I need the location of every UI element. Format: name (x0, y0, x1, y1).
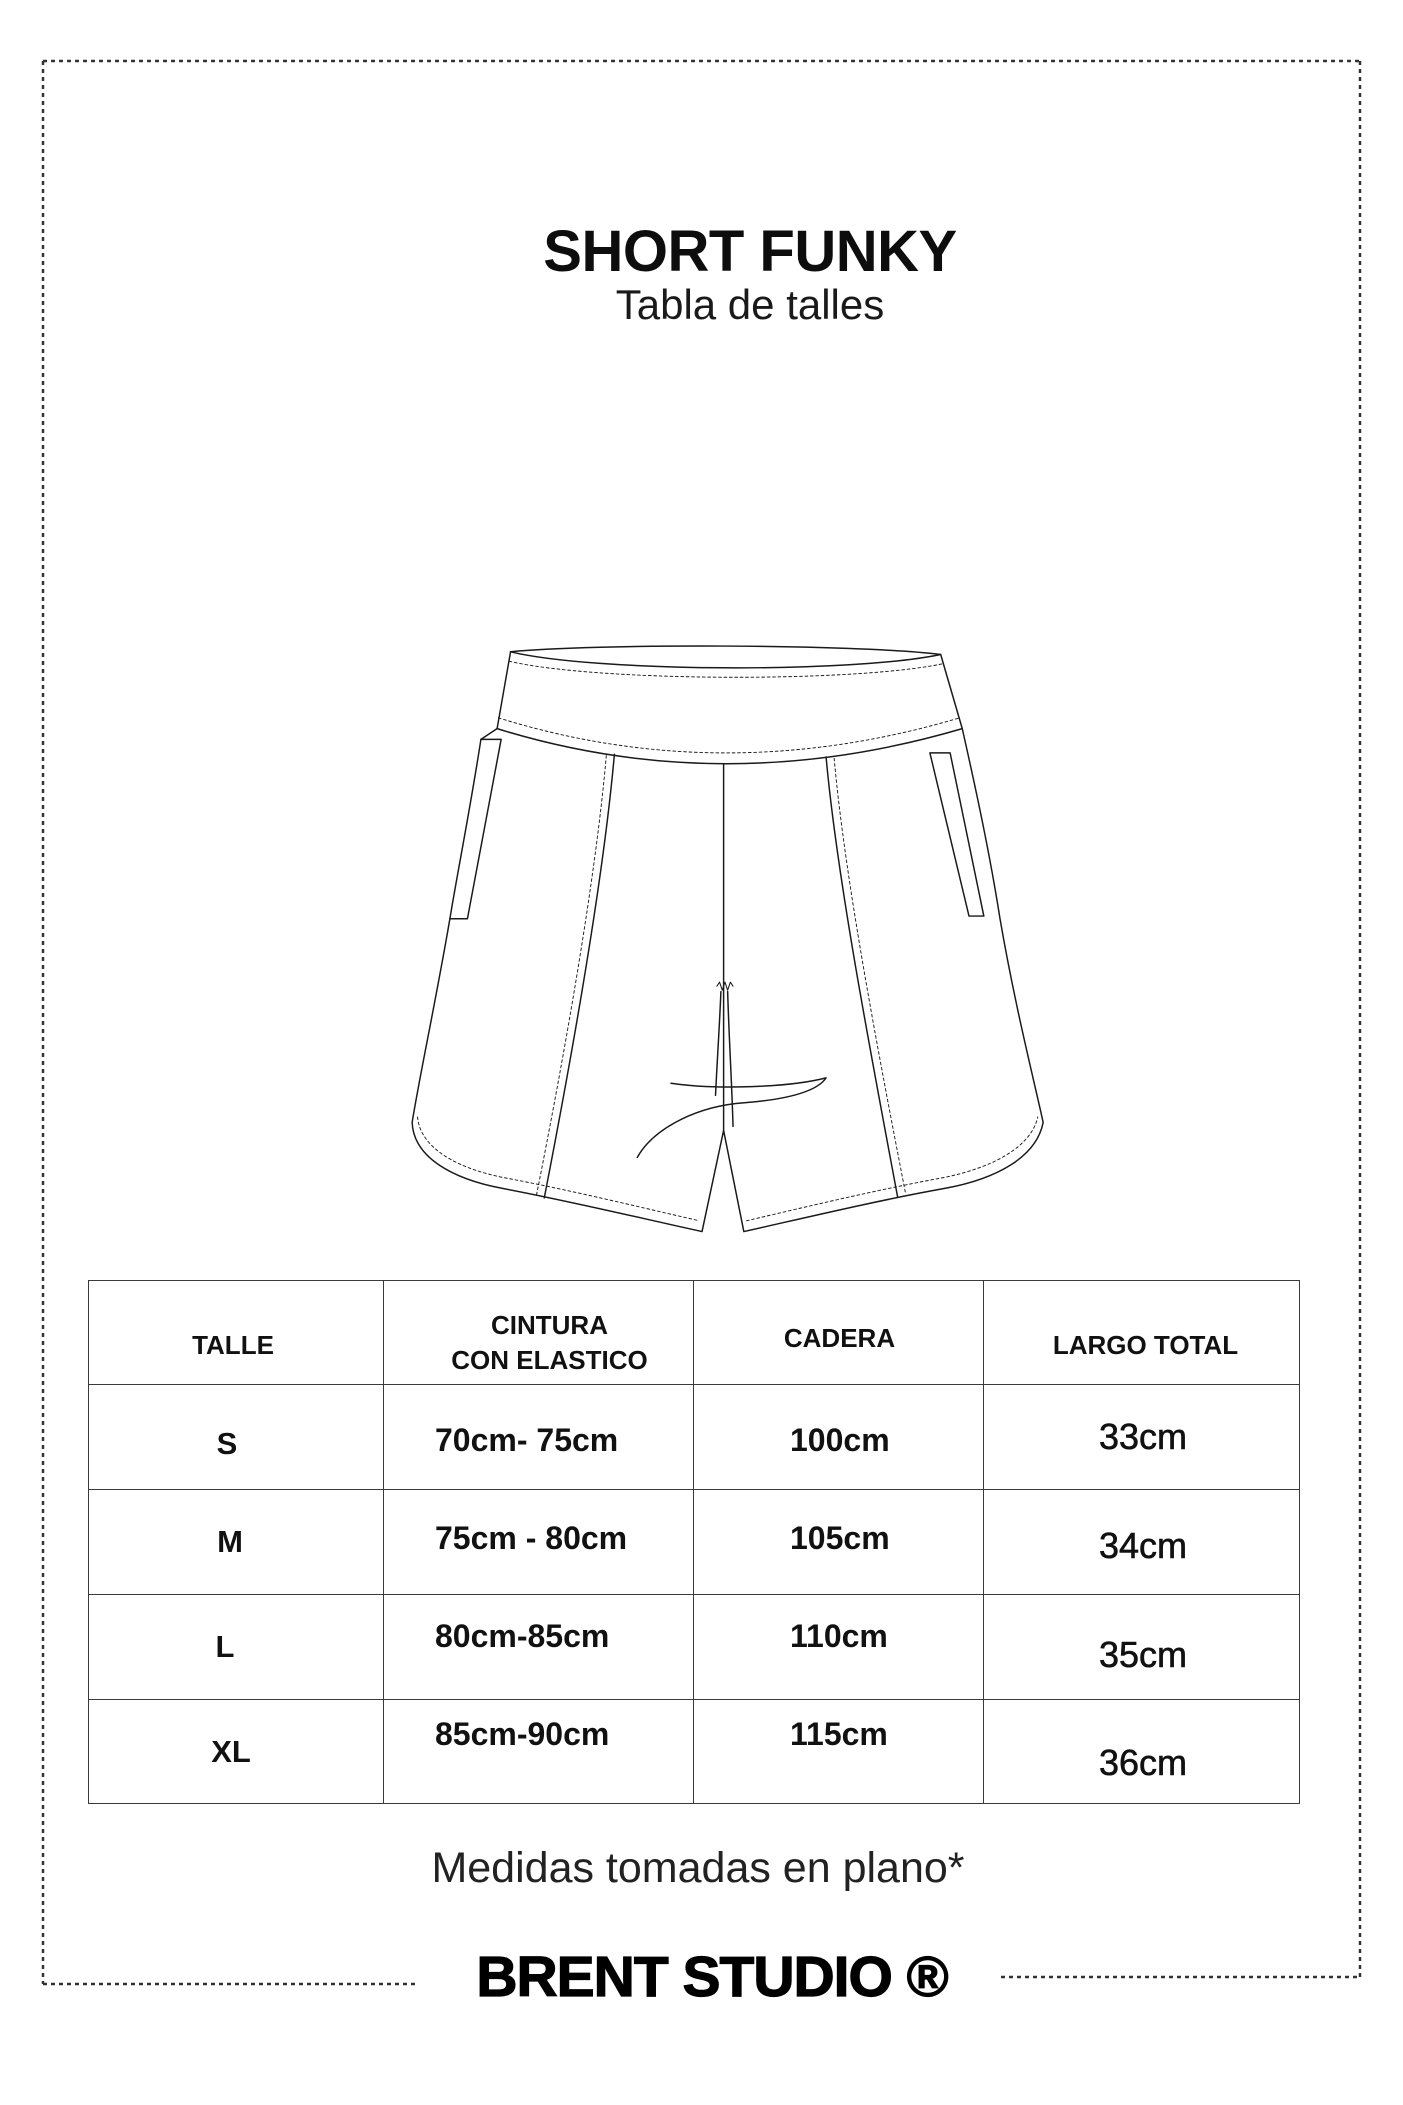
left-hem-stitch (418, 1117, 700, 1221)
cadera-cell (694, 1700, 984, 1804)
cintura-value: 70cm- 75cm (435, 1421, 619, 1458)
header-cell-cintura (384, 1281, 694, 1385)
cintura-value: 75cm - 80cm (435, 1519, 628, 1556)
cintura-value: 80cm-85cm (435, 1617, 610, 1654)
measurement-note: Medidas tomadas en plano* (431, 1844, 965, 1892)
largo-value: 35cm (1099, 1634, 1188, 1675)
cintura-cell (384, 1700, 694, 1804)
size-table (88, 1280, 1300, 1804)
largo-cell (984, 1385, 1300, 1490)
shorts-body-outline (412, 729, 1043, 1232)
cadera-value: 105cm (790, 1519, 890, 1556)
talle-value: M (217, 1524, 243, 1559)
waistband (497, 646, 962, 764)
bartack (717, 982, 733, 990)
largo-cell (984, 1700, 1300, 1804)
header-cintura: CINTURA CON ELASTICO (451, 1309, 648, 1375)
drawcord (637, 992, 826, 1158)
waistband-front-edge (511, 652, 941, 668)
cintura-value: 85cm-90cm (435, 1716, 610, 1752)
talle-cell (89, 1490, 384, 1595)
header-cell-cadera (694, 1281, 984, 1385)
header-cell-largo (984, 1281, 1300, 1385)
largo-value: 34cm (1099, 1525, 1188, 1566)
left-panel-stitch (536, 756, 606, 1197)
table-row (89, 1595, 1300, 1700)
largo-cell (984, 1490, 1300, 1595)
waistband-top-stitch (509, 661, 942, 677)
header-talle: TALLE (192, 1330, 274, 1360)
cadera-cell (694, 1595, 984, 1700)
right-panel-seam (826, 757, 897, 1197)
drawcord-right (728, 992, 733, 1127)
talle-value: S (216, 1426, 238, 1461)
page-title: SHORT FUNKY (543, 219, 957, 284)
talle-value: L (215, 1629, 235, 1664)
cadera-cell (694, 1490, 984, 1595)
header-largo: LARGO TOTAL (1052, 1330, 1239, 1360)
right-panel-stitch (834, 758, 905, 1194)
cintura-cell (384, 1490, 694, 1595)
right-pocket (930, 753, 984, 916)
talle-cell (89, 1595, 384, 1700)
left-pocket (450, 739, 501, 918)
cadera-value: 110cm (790, 1617, 888, 1654)
cadera-value: 115cm (790, 1716, 888, 1752)
cintura-cell (384, 1595, 694, 1700)
waistband-bottom-edge (497, 729, 962, 764)
left-panel-seam (544, 754, 614, 1198)
header-cell-talle (89, 1281, 384, 1385)
table-row (89, 1490, 1300, 1595)
largo-cell (984, 1595, 1300, 1700)
waistband-right-side (941, 654, 963, 728)
header-cadera: CADERA (783, 1323, 896, 1353)
largo-value: 36cm (1099, 1741, 1188, 1783)
page-subtitle: Tabla de talles (615, 281, 885, 328)
drawcord-left (716, 992, 721, 1096)
table-row (89, 1385, 1300, 1490)
talle-cell (89, 1700, 384, 1804)
largo-value: 33cm (1099, 1416, 1188, 1457)
shorts-illustration (405, 641, 1053, 1241)
table-row (89, 1700, 1300, 1804)
talle-value: XL (211, 1733, 251, 1769)
brand-logo-text: BRENT STUDIO ® (476, 1945, 948, 2009)
waistband-back-edge (511, 646, 941, 654)
cadera-cell (694, 1385, 984, 1490)
talle-cell (89, 1385, 384, 1490)
cadera-value: 100cm (790, 1421, 890, 1458)
header-row (89, 1281, 1300, 1385)
waistband-left-side (497, 652, 510, 729)
cintura-cell (384, 1385, 694, 1490)
